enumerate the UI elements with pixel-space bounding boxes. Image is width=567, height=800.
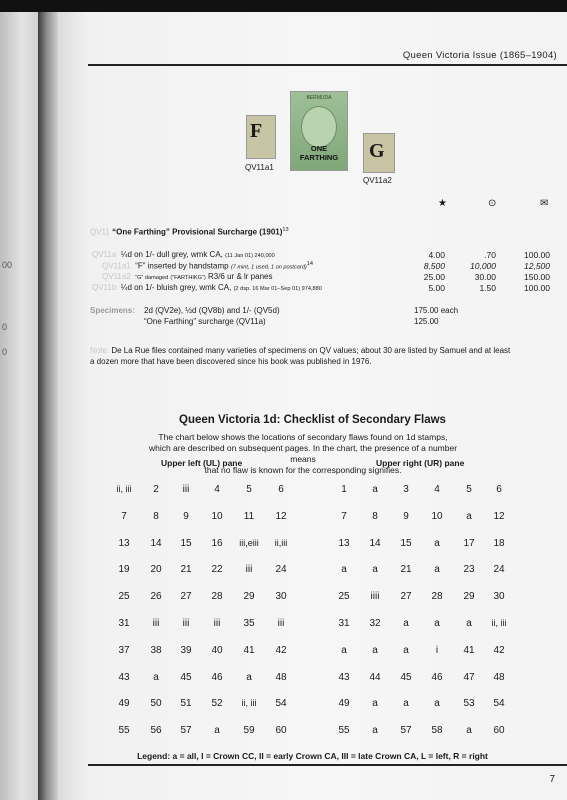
scan-top-edge: [0, 0, 567, 12]
grid-cell: iiii: [370, 591, 380, 603]
grid-cell: 13: [338, 537, 350, 549]
grid-cell: 21: [180, 564, 192, 576]
value-mint: 8,500: [423, 261, 445, 271]
grid-cell: a: [466, 618, 472, 629]
footnote-ref: 13: [282, 227, 289, 233]
grid-cell: 29: [243, 591, 255, 603]
intro-line: which are described on subsequent pages. In the chart, the presence of a number means: [148, 443, 458, 464]
grid-cell: 53: [463, 698, 475, 710]
grid-cell: 40: [211, 644, 223, 656]
facing-page-edge: [0, 12, 40, 800]
grid-cell: a: [372, 564, 378, 576]
grid-cell: 27: [180, 591, 192, 603]
issue-code: QV11: [90, 227, 110, 237]
note-line: [90, 346, 510, 355]
legend-text: a = all, I = Crown CC, II = early Crown CA, III = late Crown CA, L = left, R = right: [172, 751, 488, 761]
grid-cell: 6: [496, 484, 502, 495]
grid-cell: 13: [118, 537, 130, 549]
chart-title: Queen Victoria 1d: Checklist of Secondary Flaws: [179, 414, 446, 426]
grid-cell: iii: [182, 618, 190, 629]
listing-row: [92, 250, 275, 259]
listing-desc: “F” inserted by handstamp: [135, 261, 229, 271]
grid-cell: 12: [275, 510, 287, 522]
grid-cell: 39: [180, 644, 192, 656]
grid-cell: a: [153, 671, 159, 683]
listing-desc: ¼d on 1/- bluish grey, wmk CA,: [120, 283, 232, 292]
grid-cell: a: [372, 698, 378, 710]
edge-fragment: 0: [2, 322, 8, 332]
grid-cell: 23: [463, 564, 475, 576]
grid-cell: 48: [493, 671, 505, 683]
grid-cell: iii: [152, 618, 160, 629]
grid-cell: a: [403, 698, 409, 710]
value-cover: 150.00: [524, 272, 550, 282]
page-number: 7: [549, 774, 555, 785]
listing-row: [102, 272, 272, 281]
issue-heading: [90, 227, 289, 237]
grid-cell: 54: [493, 698, 505, 710]
value-used: 30.00: [474, 272, 496, 282]
listing-desc: R3/6 ur & lr panes: [207, 272, 273, 281]
grid-cell: 8: [153, 510, 159, 522]
grid-cell: iii,eiii: [239, 537, 259, 548]
grid-cell: 43: [338, 671, 350, 683]
specimens-line: “One Farthing” surcharge (QV11a): [144, 317, 266, 326]
grid-cell: a: [403, 644, 409, 656]
grid-cell: ii, iii: [116, 484, 132, 494]
grid-cell: 30: [493, 591, 505, 603]
grid-cell: 42: [275, 644, 287, 656]
grid-cell: a: [434, 564, 440, 576]
grid-cell: 25: [338, 591, 350, 603]
listing-code: QV11a2: [102, 272, 131, 281]
legend: [58, 751, 567, 761]
listing-code: QV11a: [92, 250, 117, 259]
surcharge-line: ONE: [310, 144, 328, 153]
grid-cell: a: [246, 671, 252, 683]
grid-cell: 20: [150, 564, 162, 576]
grid-cell: 9: [403, 510, 409, 522]
overprint-letter: F: [250, 120, 263, 142]
intro-line: that no flaw is known for the corresponding signifies.: [204, 465, 402, 475]
grid-cell: a: [434, 537, 440, 549]
grid-cell: 9: [183, 510, 189, 522]
grid-cell: a: [372, 484, 378, 495]
grid-cell: 48: [275, 671, 287, 683]
grid-cell: 1: [341, 484, 347, 495]
grid-cell: 15: [400, 537, 412, 549]
specimens-line: 2d (QV2e), ½d (QV8b) and 1/- (QV5d): [144, 306, 280, 315]
grid-cell: 54: [275, 698, 287, 710]
specimens-value: 125.00: [414, 317, 439, 326]
listing-detail: (“FARTHIKG”): [170, 275, 206, 281]
grid-cell: 38: [150, 644, 162, 656]
stamp-image-qv11a: [290, 91, 348, 171]
grid-cell: i: [435, 644, 439, 656]
grid-cell: 24: [275, 564, 287, 576]
grid-cell: 50: [150, 698, 162, 710]
grid-cell: 19: [118, 564, 130, 576]
value-used: .70: [484, 250, 496, 260]
listing-row: [102, 261, 313, 271]
grid-cell: 41: [243, 644, 255, 656]
value-used: 10,000: [470, 261, 496, 271]
grid-cell: a: [372, 644, 378, 656]
grid-cell: 7: [341, 510, 347, 522]
grid-cell: a: [341, 564, 347, 576]
grid-cell: 27: [400, 591, 412, 603]
grid-cell: 26: [150, 591, 162, 603]
listing-detail: (7 mint, 1 used, 1 on postcard): [230, 264, 307, 271]
listing-row: [92, 283, 322, 292]
pane-title-ul: Upper left (UL) pane: [161, 458, 243, 468]
grid-cell: a: [466, 725, 472, 737]
stamp-image-qv11a2: [363, 133, 395, 173]
grid-cell: 55: [118, 725, 130, 737]
legend-label: Legend:: [137, 751, 171, 761]
grid-cell: 14: [150, 537, 162, 549]
value-mint: 25.00: [423, 272, 445, 282]
queen-portrait: [301, 106, 337, 148]
listing-detail: (2 dsp. 16 Mar 01–Sep 01) 974,880: [233, 286, 322, 292]
grid-cell: iii: [182, 484, 190, 495]
grid-cell: 29: [463, 591, 475, 603]
grid-cell: 32: [369, 618, 381, 629]
value-cover: 100.00: [524, 250, 550, 260]
value-cover: 12,500: [524, 261, 550, 271]
grid-cell: 6: [278, 484, 284, 495]
grid-cell: 57: [180, 725, 192, 737]
grid-cell: 10: [431, 510, 443, 522]
grid-cell: iii: [213, 618, 221, 629]
star-icon: ★: [438, 198, 447, 209]
envelope-icon: ✉: [540, 198, 549, 209]
grid-cell: 46: [431, 671, 443, 683]
circle-dot-icon: ⊙: [488, 198, 497, 209]
overprint-letter: G: [369, 140, 385, 162]
grid-cell: 55: [338, 725, 350, 737]
listing-prefix: “G” damaged: [135, 275, 169, 281]
grid-cell: 52: [211, 698, 223, 710]
listing-desc: ¼d on 1/- dull grey, wmk CA,: [120, 250, 223, 259]
grid-cell: 51: [180, 698, 192, 710]
intro-line: The chart below shows the locations of secondary flaws found on 1d stamps,: [158, 432, 448, 442]
grid-cell: a: [434, 618, 440, 629]
running-head: Queen Victoria Issue (1865–1904): [402, 50, 557, 61]
specimens-value: 175.00 each: [414, 306, 459, 315]
footnote-ref: 14: [306, 261, 313, 267]
book-gutter: [38, 12, 60, 800]
grid-cell: 24: [493, 564, 505, 576]
grid-cell: 49: [118, 698, 130, 710]
grid-cell: 2: [153, 484, 159, 495]
pane-title-ur: Upper right (UR) pane: [376, 458, 465, 468]
grid-cell: 60: [493, 725, 505, 737]
chart-intro: [138, 432, 468, 476]
stamp-country: BERMUDA: [306, 95, 332, 101]
grid-cell: 47: [463, 671, 475, 683]
grid-cell: 4: [214, 484, 220, 495]
grid-cell: 18: [493, 537, 505, 549]
stamp-image-qv11a1: [246, 115, 276, 159]
edge-fragment: 0: [2, 347, 8, 357]
catalogue-page: [58, 12, 567, 800]
grid-cell: a: [341, 644, 347, 656]
issue-title: “One Farthing” Provisional Surcharge (1901): [112, 227, 283, 237]
grid-cell: 44: [369, 671, 381, 683]
grid-cell: 31: [118, 618, 130, 629]
grid-cell: 21: [400, 564, 412, 576]
grid-cell: 45: [400, 671, 412, 683]
grid-cell: 17: [463, 537, 475, 549]
grid-cell: a: [214, 725, 220, 737]
grid-cell: 45: [180, 671, 192, 683]
edge-fragment: 00: [2, 260, 13, 270]
grid-cell: 3: [403, 484, 409, 495]
grid-cell: a: [403, 618, 409, 629]
grid-cell: 41: [463, 644, 475, 656]
grid-cell: 30: [275, 591, 287, 603]
value-mint: 5.00: [428, 283, 445, 293]
grid-cell: 43: [118, 671, 130, 683]
listing-code: QV11b: [92, 283, 117, 292]
note-line: a dozen more that have been discovered since his book was published in 1976.: [90, 357, 372, 366]
grid-cell: 22: [211, 564, 223, 576]
grid-cell: 37: [118, 644, 130, 656]
note-text: De La Rue files contained many varieties of specimens on QV values; about 30 are listed by Samuel and at least: [111, 346, 511, 355]
grid-cell: 28: [211, 591, 223, 603]
grid-cell: 58: [431, 725, 443, 737]
surcharge-line: FARTHING: [299, 153, 339, 162]
note-label: Note:: [90, 346, 110, 355]
grid-cell: 15: [180, 537, 192, 549]
grid-cell: 11: [243, 510, 255, 522]
grid-cell: 4: [434, 484, 440, 495]
grid-cell: a: [466, 510, 472, 522]
grid-cell: 10: [211, 510, 223, 522]
grid-cell: 5: [466, 484, 472, 495]
header-rule: [88, 64, 567, 66]
grid-cell: 7: [121, 510, 127, 522]
listing-detail: (11 Jan 01) 240,000: [225, 253, 275, 259]
grid-cell: ii, iii: [491, 618, 507, 628]
grid-cell: 46: [211, 671, 223, 683]
listing-code: QV11a1: [102, 261, 131, 271]
grid-cell: 35: [243, 618, 255, 629]
value-cover: 100.00: [524, 283, 550, 293]
grid-cell: 57: [400, 725, 412, 737]
footer-rule: [88, 764, 567, 766]
grid-cell: 8: [372, 510, 378, 522]
grid-cell: iii: [277, 618, 285, 629]
grid-cell: 16: [211, 537, 223, 549]
grid-cell: 56: [150, 725, 162, 737]
grid-cell: 42: [493, 644, 505, 656]
specimens-label: Specimens:: [90, 306, 135, 315]
stamp-caption: QV11a2: [363, 176, 392, 185]
grid-cell: 12: [493, 510, 505, 522]
stamp-caption: QV11a1: [245, 163, 274, 172]
grid-cell: 59: [243, 725, 255, 737]
grid-cell: 28: [431, 591, 443, 603]
value-used: 1.50: [479, 283, 496, 293]
grid-cell: a: [372, 725, 378, 737]
grid-cell: 49: [338, 698, 350, 710]
grid-cell: iii: [245, 564, 253, 576]
grid-cell: 60: [275, 725, 287, 737]
grid-cell: 14: [369, 537, 381, 549]
value-mint: 4.00: [428, 250, 445, 260]
grid-cell: 25: [118, 591, 130, 603]
grid-cell: ii, iii: [241, 698, 257, 709]
grid-cell: ii,iii: [274, 537, 288, 548]
grid-cell: 31: [338, 618, 350, 629]
grid-cell: a: [434, 698, 440, 710]
grid-cell: 5: [246, 484, 252, 495]
